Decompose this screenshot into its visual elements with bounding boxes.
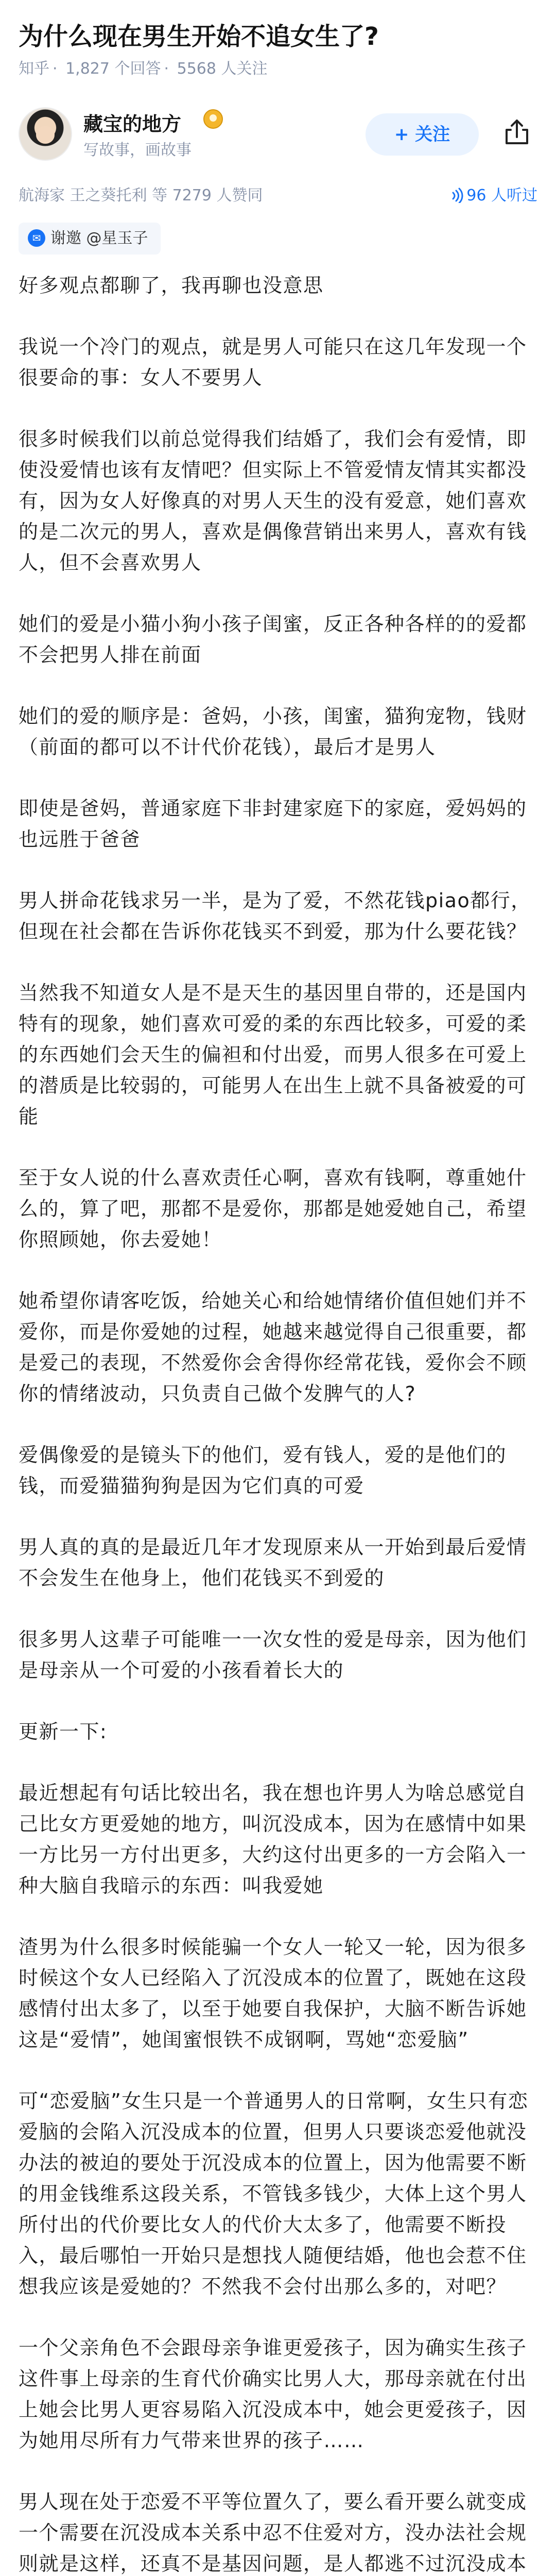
question-title[interactable]: 为什么现在男生开始不追女生了? bbox=[19, 22, 379, 51]
invite-tag[interactable] bbox=[19, 223, 161, 255]
answer-paragraph: 至于女人说的什么喜欢责任心啊，喜欢有钱啊，尊重她什么的，算了吧，那都不是爱你，那都是她爱她自己，希望你照顾她，你去爱她！ bbox=[19, 1166, 527, 1251]
answer-paragraph: 男人拼命花钱求另一半，是为了爱，不然花钱piao都行，但现在社会都在告诉你花钱买不到爱，那为什么要花钱？ bbox=[19, 889, 531, 943]
upvote-summary[interactable]: 航海家 王之葵托利 等 7279 人赞同 bbox=[19, 187, 263, 205]
site-name: 知乎 bbox=[19, 60, 49, 78]
stats-row bbox=[0, 184, 556, 214]
answer-paragraph: 男人现在处于恋爱不平等位置久了，要么看开要么就变成一个需要在沉没成本关系中忍不住爱对方，没办法社会规则就是这样，还真不是基因问题，是人都逃不过沉没成本 bbox=[19, 2490, 527, 2575]
author-row bbox=[0, 103, 556, 180]
answer-paragraph: 可“恋爱脑”女生只是一个普通男人的日常啊，女生只有恋爱脑的会陷入沉没成本的位置，但男人只要谈恋爱他就没办法的被迫的要处于沉没成本的位置上，因为他需要不断的用金钱维系这段关系，不管钱多钱少，大体上这个男人所付出的代价要比女人的代价大太多了，他需要不断投入，最后哪怕一开始只是想找人随便结婚，他也会惹不住想我应该是爱她的？不然我不会付出那么多的，对吧？ bbox=[19, 2090, 529, 2298]
answer-paragraph: 她希望你请客吃饭，给她关心和给她情绪价值但她们并不爱你，而是你爱她的过程，她越来越觉得自己很重要，都是爱己的表现，不然爱你会舍得你经常花钱，爱你会不顾你的情绪波动，只负责自己做个发脾气的人? bbox=[19, 1290, 527, 1405]
invite-label: 谢邀 @星玉子 bbox=[50, 229, 148, 247]
answer-paragraph: 一个父亲角色不会跟母亲争谁更爱孩子，因为确实生孩子这件事上母亲的生育代价确实比男人大，那母亲就在付出上她会比男人更容易陷入沉没成本中，她会更爱孩子，因为她用尽所有力气带来世界的孩子…… bbox=[19, 2336, 527, 2452]
listen-icon bbox=[451, 188, 463, 203]
avatar-face-icon bbox=[36, 126, 55, 144]
answer-paragraph: 渣男为什么很多时候能骗一个女人一轮又一轮，因为很多时候这个女人已经陷入了沉没成本的位置了，既她在这段感情付出太多了，以至于她要自我保护，大脑不断告诉她这是“爱情”，她闺蜜恨铁不成钢啊，骂她“恋爱脑” bbox=[19, 1936, 527, 2051]
answer-paragraph: 最近想起有句话比较出名，我在想也许男人为啥总感觉自己比女方更爱她的地方，叫沉没成本，因为在感情中如果一方比另一方付出更多，大约这付出更多的一方会陷入一种大脑自我暗示的东西：叫我爱她 bbox=[19, 1782, 527, 1897]
listen-count: 96 人听过 bbox=[466, 187, 537, 205]
answers-count[interactable]: 1,827 个回答 bbox=[65, 60, 161, 78]
follow-button[interactable]: + 关注 bbox=[366, 113, 479, 156]
avatar[interactable] bbox=[19, 107, 72, 161]
question-meta: 知乎 · 1,827 个回答 · 5568 人关注 bbox=[19, 60, 268, 78]
followers-count: 5568 人关注 bbox=[177, 60, 268, 78]
author-name[interactable]: 藏宝的地方 bbox=[83, 113, 182, 135]
answer-paragraph: 我说一个冷门的观点，就是男人可能只在这几年发现一个很要命的事：女人不要男人 bbox=[19, 335, 527, 389]
share-icon[interactable] bbox=[500, 115, 533, 148]
answer-paragraph: 很多时候我们以前总觉得我们结婚了，我们会有爱情，即使没爱情也该有友情吧？但实际上不管爱情友情其实都没有，因为女人好像真的对男人天生的没有爱意，她们喜欢的是二次元的男人，喜欢是偶像营销出来男人，喜欢有钱人，但不会喜欢男人 bbox=[19, 428, 527, 574]
answer-paragraph: 更新一下: bbox=[19, 1720, 108, 1743]
gold-coin-badge-icon bbox=[203, 109, 223, 129]
answer-paragraph: 很多男人这辈子可能唯一一次女性的爱是母亲，因为他们是母亲从一个可爱的小孩看着长大的 bbox=[19, 1628, 527, 1682]
answer-paragraph: 她们的爱的顺序是：爸妈，小孩，闺蜜，猫狗宠物，钱财（前面的都可以不计代价花钱），最后才是男人 bbox=[19, 705, 527, 758]
invite-icon: ✉ bbox=[28, 229, 45, 247]
answer-paragraph: 她们的爱是小猫小狗小孩子闺蜜，反正各种各样的的爱都不会把男人排在前面 bbox=[19, 613, 527, 666]
answer-paragraph: 爱偶像爱的是镜头下的他们，爱有钱人，爱的是他们的钱，而爱猫猫狗狗是因为它们真的可爱 bbox=[19, 1444, 507, 1497]
answer-paragraph: 即使是爸妈，普通家庭下非封建家庭下的家庭，爱妈妈的也远胜于爸爸 bbox=[19, 797, 527, 851]
answer-paragraph: 当然我不知道女人是不是天生的基因里自带的，还是国内特有的现象，她们喜欢可爱的柔的东西比较多，可爱的柔的东西她们会天生的偏袒和付出爱，而男人很多在可爱上的潜质是比较弱的，可能男人在出生上就不具备被爱的可能 bbox=[19, 981, 527, 1128]
answer-content bbox=[0, 255, 556, 2576]
listen-button[interactable] bbox=[451, 184, 537, 207]
author-bio: 写故事，画故事 bbox=[83, 141, 192, 159]
answer-paragraph: 好多观点都聊了，我再聊也没意思 bbox=[19, 274, 324, 297]
answer-paragraph: 男人真的真的是最近几年才发现原来从一开始到最后爱情不会发生在他身上，他们花钱买不到爱的 bbox=[19, 1536, 527, 1589]
